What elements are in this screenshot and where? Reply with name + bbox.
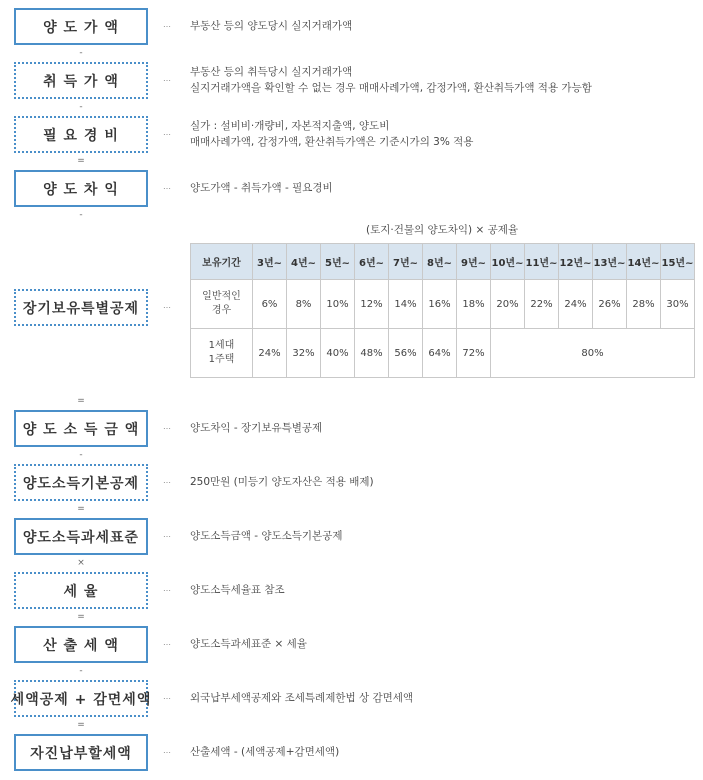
row-label-line: 1세대 — [208, 340, 235, 351]
desc-transfer-margin — [190, 180, 333, 196]
step-calculated-tax: 산 출 세 액 — [14, 626, 148, 663]
header-cell: 보유기간 — [191, 244, 253, 280]
rate-cell: 24% — [559, 280, 593, 329]
desc-line: 실지거래가액을 확인할 수 없는 경우 매매사례가액, 감정가액, 환산취득가액 적용 가능함 — [190, 82, 592, 94]
header-cell: 4년~ — [287, 244, 321, 280]
rate-cell: 24% — [253, 329, 287, 378]
desc-transfer-income — [190, 420, 322, 436]
operator-equals: = — [77, 612, 85, 622]
operator-equals: = — [77, 720, 85, 730]
desc-line: 250만원 (미등기 양도자산은 적용 배제) — [190, 476, 374, 488]
long-term-deduction-table — [190, 243, 695, 378]
desc-tax-base — [190, 528, 342, 544]
step-tax-base: 양도소득과세표준 — [14, 518, 148, 555]
leader-dots: … — [163, 74, 171, 83]
rate-cell: 28% — [627, 280, 661, 329]
header-cell: 13년~ — [593, 244, 627, 280]
rate-cell: 40% — [321, 329, 355, 378]
header-cell: 6년~ — [355, 244, 389, 280]
operator-times: × — [77, 558, 85, 568]
operator-minus: - — [79, 48, 83, 58]
desc-calculated-tax — [190, 636, 307, 652]
leader-dots: … — [163, 530, 171, 539]
step-basic-deduction: 양도소득기본공제 — [14, 464, 148, 501]
desc-line: 양도가액 - 취득가액 - 필요경비 — [190, 182, 333, 194]
header-cell: 15년~ — [661, 244, 695, 280]
step-transfer-margin: 양 도 차 익 — [14, 170, 148, 207]
rate-cell: 20% — [491, 280, 525, 329]
leader-dots: … — [163, 301, 171, 310]
rate-cell: 32% — [287, 329, 321, 378]
leader-dots: … — [163, 584, 171, 593]
step-tax-payable: 자진납부할세액 — [14, 734, 148, 771]
operator-minus: - — [79, 102, 83, 112]
desc-basic-deduction — [190, 474, 374, 490]
step-transfer-price: 양 도 가 액 — [14, 8, 148, 45]
rate-cell: 26% — [593, 280, 627, 329]
header-cell: 7년~ — [389, 244, 423, 280]
desc-line: 양도차익 - 장기보유특별공제 — [190, 422, 323, 434]
rate-cell: 56% — [389, 329, 423, 378]
leader-dots: … — [163, 422, 171, 431]
row-label — [191, 280, 253, 329]
step-acquisition-price: 취 득 가 액 — [14, 62, 148, 99]
leader-dots: … — [163, 476, 171, 485]
leader-dots: … — [163, 182, 171, 191]
desc-acquisition-price — [190, 64, 592, 96]
desc-line: 양도소득금액 - 양도소득기본공제 — [190, 530, 343, 542]
operator-equals: = — [77, 504, 85, 514]
desc-transfer-price — [190, 18, 352, 34]
desc-line: 산출세액 - (세액공제+감면세액) — [190, 746, 340, 758]
leader-dots: … — [163, 638, 171, 647]
header-cell: 5년~ — [321, 244, 355, 280]
row-label-line: 경우 — [211, 305, 232, 316]
table-caption: (토지·건물의 양도차익) × 공제율 — [365, 224, 519, 236]
header-cell: 9년~ — [457, 244, 491, 280]
desc-line: 양도소득과세표준 × 세율 — [190, 638, 307, 650]
step-credits-reductions: 세액공제 + 감면세액 — [14, 680, 148, 717]
header-cell: 10년~ — [491, 244, 525, 280]
header-cell: 14년~ — [627, 244, 661, 280]
table-row-general — [191, 280, 695, 329]
rate-cell: 14% — [389, 280, 423, 329]
operator-minus: - — [79, 450, 83, 460]
rate-cell: 72% — [457, 329, 491, 378]
desc-necessary-expenses — [190, 118, 473, 150]
desc-line: 부동산 등의 양도당시 실지거래가액 — [190, 20, 353, 32]
leader-dots: … — [163, 128, 171, 137]
row-label — [191, 329, 253, 378]
step-long-term-deduction: 장기보유특별공제 — [14, 289, 148, 326]
rate-cell-merged: 80% — [491, 329, 695, 378]
desc-line: 실가 : 설비비·개량비, 자본적지출액, 양도비 — [190, 120, 390, 132]
table-header-row — [191, 244, 695, 280]
desc-line: 부동산 등의 취득당시 실지거래가액 — [190, 66, 353, 78]
header-cell: 3년~ — [253, 244, 287, 280]
operator-equals: = — [77, 156, 85, 166]
rate-cell: 8% — [287, 280, 321, 329]
operator-equals: = — [77, 396, 85, 406]
rate-cell: 10% — [321, 280, 355, 329]
desc-line: 매매사례가액, 감정가액, 환산취득가액은 기준시가의 3% 적용 — [190, 136, 474, 148]
desc-line: 양도소득세율표 참조 — [190, 584, 285, 596]
desc-line: 외국납부세액공제와 조세특례제한법 상 감면세액 — [190, 692, 414, 704]
step-tax-rate: 세 율 — [14, 572, 148, 609]
desc-tax-rate — [190, 582, 285, 598]
rate-cell: 18% — [457, 280, 491, 329]
rate-cell: 16% — [423, 280, 457, 329]
step-necessary-expenses: 필 요 경 비 — [14, 116, 148, 153]
leader-dots: … — [163, 692, 171, 701]
row-label-line: 일반적인 — [202, 291, 241, 302]
operator-minus: - — [79, 666, 83, 676]
table-row-one-house — [191, 329, 695, 378]
step-transfer-income: 양 도 소 득 금 액 — [14, 410, 148, 447]
rate-cell: 22% — [525, 280, 559, 329]
header-cell: 12년~ — [559, 244, 593, 280]
rate-cell: 64% — [423, 329, 457, 378]
row-label-line: 1주택 — [208, 354, 235, 365]
desc-tax-payable — [190, 744, 339, 760]
header-cell: 8년~ — [423, 244, 457, 280]
rate-cell: 12% — [355, 280, 389, 329]
desc-credits-reductions — [190, 690, 413, 706]
leader-dots: … — [163, 746, 171, 755]
rate-cell: 6% — [253, 280, 287, 329]
rate-cell: 48% — [355, 329, 389, 378]
rate-cell: 30% — [661, 280, 695, 329]
operator-minus: - — [79, 210, 83, 220]
header-cell: 11년~ — [525, 244, 559, 280]
leader-dots: … — [163, 20, 171, 29]
